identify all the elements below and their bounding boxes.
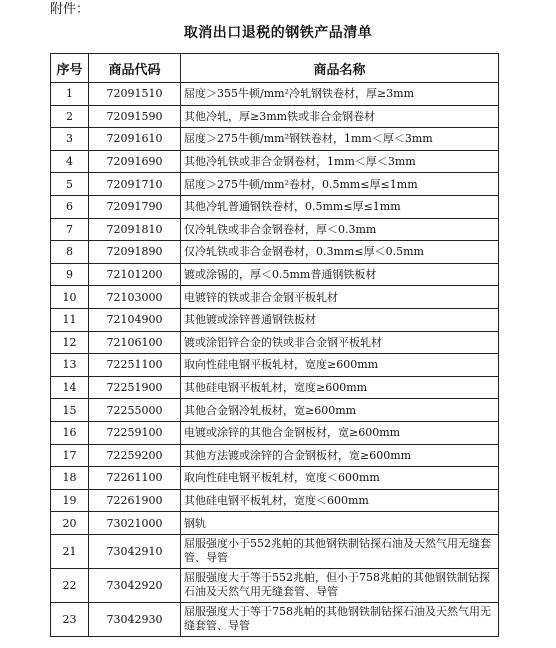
product-name: 其他冷轧普通钢铁卷材，0.5mm≤厚≤1mm xyxy=(181,195,499,218)
row-number: 7 xyxy=(51,218,89,241)
column-header-name: 商品名称 xyxy=(181,54,499,83)
table-body xyxy=(51,83,499,637)
row-number: 13 xyxy=(51,354,89,377)
table-row xyxy=(51,173,499,196)
product-name: 仅冷轧铁或非合金钢卷材，厚＜0.3mm xyxy=(181,218,499,241)
product-name: 钢轨 xyxy=(181,512,499,535)
product-name: 取向性硅电钢平板轧材，宽度＜600mm xyxy=(181,467,499,490)
product-code: 72261900 xyxy=(89,489,181,512)
product-name: 屈度＞275牛顿/mm²钢铁卷材，1mm＜厚＜3mm xyxy=(181,128,499,151)
product-code: 72091690 xyxy=(89,150,181,173)
product-code: 72091610 xyxy=(89,128,181,151)
product-code: 73021000 xyxy=(89,512,181,535)
table-row xyxy=(51,105,499,128)
product-code: 72091710 xyxy=(89,173,181,196)
table-row xyxy=(51,331,499,354)
product-name: 其他方法镀或涂锌的合金钢板材，宽≥600mm xyxy=(181,444,499,467)
row-number: 9 xyxy=(51,263,89,286)
attachment-label: 附件： xyxy=(50,2,90,17)
product-code: 72255000 xyxy=(89,399,181,422)
table-row xyxy=(51,489,499,512)
product-name: 镀或涂铝锌合金的铁或非合金钢平板轧材 xyxy=(181,331,499,354)
product-name: 屈服强度大于等于552兆帕，但小于758兆帕的其他钢铁制钻探石油及天然气用无缝套管、导管 xyxy=(181,568,499,602)
row-number: 1 xyxy=(51,83,89,106)
product-code: 72103000 xyxy=(89,286,181,309)
product-name: 取向性硅电钢平板轧材，宽度≥600mm xyxy=(181,354,499,377)
product-name: 镀或涂锡的，厚＜0.5mm普通钢铁板材 xyxy=(181,263,499,286)
table-row xyxy=(51,376,499,399)
product-name: 其他硅电钢平板轧材，宽度≥600mm xyxy=(181,376,499,399)
product-code: 73042930 xyxy=(89,602,181,636)
table-row xyxy=(51,602,499,636)
product-name: 其他镀或涂锌普通钢铁板材 xyxy=(181,308,499,331)
table-row xyxy=(51,568,499,602)
product-name: 仅冷轧铁或非合金钢卷材，0.3mm≤厚＜0.5mm xyxy=(181,241,499,264)
product-code: 72091890 xyxy=(89,241,181,264)
row-number: 19 xyxy=(51,489,89,512)
table-header-row xyxy=(51,54,499,83)
row-number: 22 xyxy=(51,568,89,602)
row-number: 23 xyxy=(51,602,89,636)
row-number: 8 xyxy=(51,241,89,264)
product-code: 72261100 xyxy=(89,467,181,490)
product-name: 电镀锌的铁或非合金钢平板轧材 xyxy=(181,286,499,309)
product-name: 屈服强度小于552兆帕的其他钢铁制钻探石油及天然气用无缝套管、导管 xyxy=(181,534,499,568)
table-row xyxy=(51,512,499,535)
row-number: 20 xyxy=(51,512,89,535)
table-row xyxy=(51,241,499,264)
product-code: 72091590 xyxy=(89,105,181,128)
table-row xyxy=(51,263,499,286)
product-code: 72251900 xyxy=(89,376,181,399)
row-number: 5 xyxy=(51,173,89,196)
row-number: 12 xyxy=(51,331,89,354)
product-code: 72104900 xyxy=(89,308,181,331)
table-row xyxy=(51,83,499,106)
product-name: 其他合金钢冷轧板材，宽≥600mm xyxy=(181,399,499,422)
row-number: 15 xyxy=(51,399,89,422)
table-row xyxy=(51,354,499,377)
product-list-table xyxy=(50,53,499,637)
row-number: 11 xyxy=(51,308,89,331)
product-code: 73042910 xyxy=(89,534,181,568)
product-code: 72091790 xyxy=(89,195,181,218)
row-number: 17 xyxy=(51,444,89,467)
product-code: 72259200 xyxy=(89,444,181,467)
table-row xyxy=(51,150,499,173)
product-name: 其他硅电钢平板轧材，宽度＜600mm xyxy=(181,489,499,512)
product-code: 72091510 xyxy=(89,83,181,106)
product-name: 屈度＞275牛顿/mm²卷材，0.5mm≤厚≤1mm xyxy=(181,173,499,196)
product-code: 72251100 xyxy=(89,354,181,377)
row-number: 14 xyxy=(51,376,89,399)
table-row xyxy=(51,421,499,444)
product-name: 屈服强度大于等于758兆帕的其他钢铁制钻探石油及天然气用无缝套管、导管 xyxy=(181,602,499,636)
table-row xyxy=(51,286,499,309)
table-row xyxy=(51,399,499,422)
row-number: 18 xyxy=(51,467,89,490)
row-number: 4 xyxy=(51,150,89,173)
row-number: 2 xyxy=(51,105,89,128)
product-code: 72106100 xyxy=(89,331,181,354)
product-code: 72091810 xyxy=(89,218,181,241)
product-name: 其他冷轧，厚≥3mm铁或非合金钢卷材 xyxy=(181,105,499,128)
table-row xyxy=(51,195,499,218)
table-row xyxy=(51,467,499,490)
table-row xyxy=(51,128,499,151)
product-code: 72259100 xyxy=(89,421,181,444)
table-row xyxy=(51,444,499,467)
row-number: 6 xyxy=(51,195,89,218)
product-name: 其他冷轧铁或非合金钢卷材，1mm＜厚＜3mm xyxy=(181,150,499,173)
table-row xyxy=(51,308,499,331)
row-number: 3 xyxy=(51,128,89,151)
product-name: 电镀或涂锌的其他合金钢板材，宽≥600mm xyxy=(181,421,499,444)
product-name: 屈度＞355牛顿/mm²冷轧钢铁卷材，厚≥3mm xyxy=(181,83,499,106)
column-header-code: 商品代码 xyxy=(89,54,181,83)
row-number: 16 xyxy=(51,421,89,444)
document-title: 取消出口退税的钢铁产品清单 xyxy=(183,25,373,41)
table-row xyxy=(51,534,499,568)
product-code: 73042920 xyxy=(89,568,181,602)
column-header-number: 序号 xyxy=(51,54,89,83)
row-number: 10 xyxy=(51,286,89,309)
table-row xyxy=(51,218,499,241)
row-number: 21 xyxy=(51,534,89,568)
product-code: 72101200 xyxy=(89,263,181,286)
